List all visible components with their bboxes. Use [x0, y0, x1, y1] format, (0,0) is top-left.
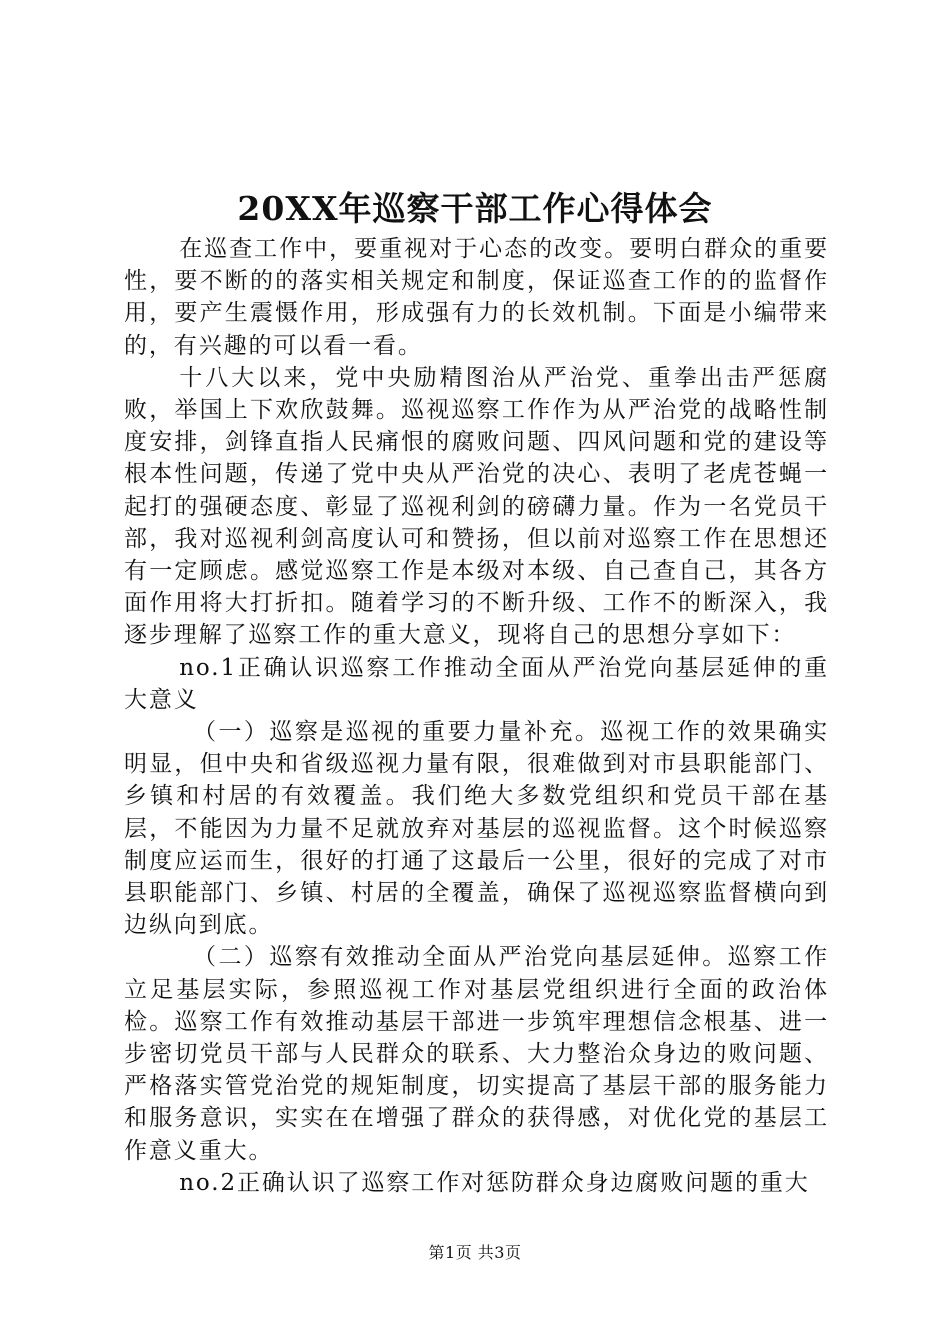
page-title: 20XX年巡察干部工作心得体会	[237, 189, 713, 228]
paragraph-background: 十八大以来，党中央励精图治从严治党、重拳出击严惩腐败，举国上下欢欣鼓舞。巡视巡察工作作为从严治党的战略性制度安排，剑锋直指人民痛恨的腐败问题、四风问题和党的建设等根本性问题，传递了党中央从严治党的决心、表明了老虎苍蝇一起打的强硬态度、彰显了巡视利剑的磅礴力量。作为一名党员干部，我对巡视利剑高度认可和赞扬，但以前对巡察工作在思想还有一定顾虑。感觉巡察工作是本级对本级、自己查自己，其各方面作用将大打折扣。随着学习的不断升级、工作不的断深入，我逐步理解了巡察工作的重大意义，现将自己的思想分享如下：	[124, 364, 829, 649]
section-heading-1: no.1正确认识巡察工作推动全面从严治党向基层延伸的重大意义	[124, 654, 829, 713]
document-body	[124, 233, 829, 1199]
section-heading-2: no.2正确认识了巡察工作对惩防群众身边腐败问题的重大	[179, 1169, 810, 1196]
page-footer: 第1页 共3页	[428, 1243, 522, 1262]
paragraph-point-2: （二）巡察有效推动全面从严治党向基层延伸。巡察工作立足基层实际，参照巡视工作对基层党组织进行全面的政治体检。巡察工作有效推动基层干部进一步筑牢理想信念根基、进一步密切党员干部与人民群众的联系、大力整治众身边的败问题、严格落实管党治党的规矩制度，切实提高了基层干部的服务能力和服务意识，实实在在增强了群众的获得感，对优化党的基层工作意义重大。	[124, 944, 829, 1164]
paragraph-intro: 在巡查工作中，要重视对于心态的改变。要明白群众的重要性，要不断的的落实相关规定和制度，保证巡查工作的的监督作用，要产生震慑作用，形成强有力的长效机制。下面是小编带来的，有兴趣的可以看一看。	[124, 236, 829, 359]
paragraph-point-1: （一）巡察是巡视的重要力量补充。巡视工作的效果确实明显，但中央和省级巡视力量有限，很难做到对市县职能部门、乡镇和村居的有效覆盖。我们绝大多数党组织和党员干部在基层，不能因为力量不足就放弃对基层的巡视监督。这个时候巡察制度应运而生，很好的打通了这最后一公里，很好的完成了对市县职能部门、乡镇、村居的全覆盖，确保了巡视巡察监督横向到边纵向到底。	[124, 719, 829, 939]
